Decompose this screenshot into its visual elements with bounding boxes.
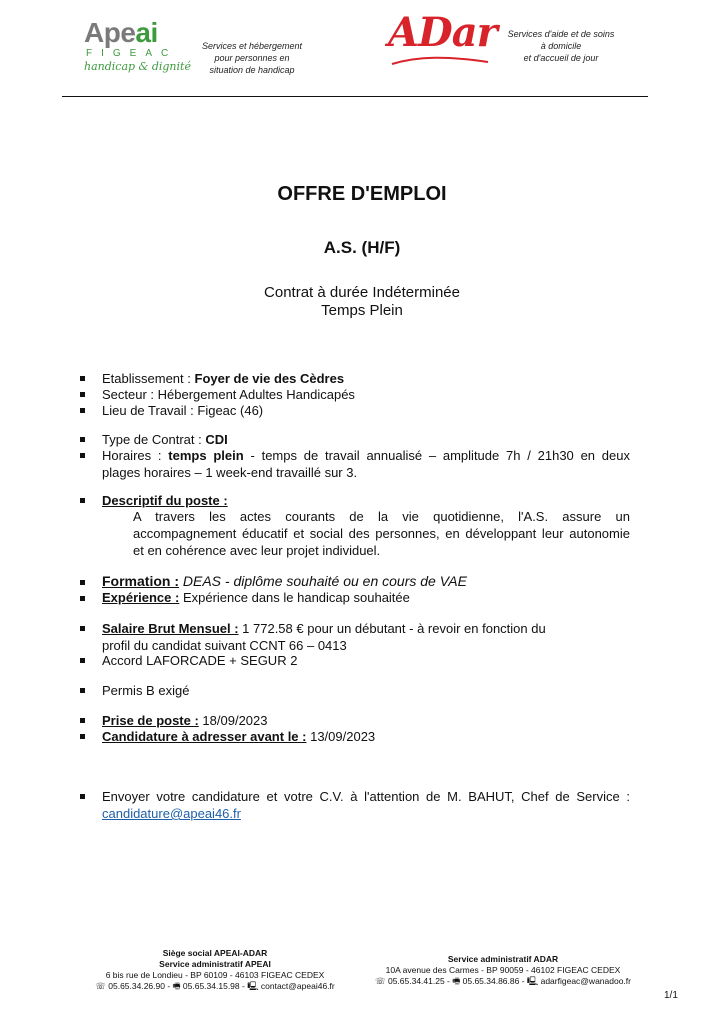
contract-line: Temps Plein bbox=[321, 302, 403, 319]
apeai-desc-line: Services et hébergement bbox=[201, 41, 303, 51]
salaire-value: 1 772.58 € pour un débutant - à revoir en fonction du bbox=[238, 621, 546, 636]
adar-swoosh-icon bbox=[388, 54, 498, 70]
apeai-description bbox=[198, 40, 306, 76]
bullet-icon bbox=[80, 718, 85, 723]
apeai-logo bbox=[84, 18, 194, 86]
header-divider bbox=[62, 96, 648, 97]
permis-line: Permis B exigé bbox=[102, 683, 190, 698]
bullet-icon bbox=[80, 392, 85, 397]
bullet-icon bbox=[80, 734, 85, 739]
bullet-icon bbox=[80, 580, 85, 585]
footer-right bbox=[368, 954, 638, 987]
descriptif-line: A travers les actes courants de la vie quotidienne, l'A.S. assure un bbox=[133, 509, 630, 524]
etablissement-line bbox=[102, 370, 630, 387]
page-number: 1/1 bbox=[664, 990, 678, 1001]
apeai-logo-city: FIGEAC bbox=[86, 48, 178, 59]
lieu-line: Lieu de Travail : Figeac (46) bbox=[102, 403, 264, 418]
adar-desc-line: à domicile bbox=[540, 41, 582, 51]
adar-logo-text: ADar bbox=[388, 9, 497, 56]
prise-label: Prise de poste : bbox=[102, 713, 199, 728]
secteur-line: Secteur : Hébergement Adultes Handicapés bbox=[102, 387, 355, 402]
bullet-icon bbox=[80, 658, 85, 663]
horaires-line bbox=[102, 447, 630, 481]
contract-line: Contrat à durée Indéterminée bbox=[264, 284, 460, 301]
salaire-line2: profil du candidat suivant CCNT 66 – 0413 bbox=[102, 638, 347, 653]
descriptif-label bbox=[102, 492, 630, 509]
footer-right-address: 10A avenue des Carmes - BP 90059 - 46102 FIGEAC CEDEX bbox=[385, 965, 621, 975]
bullet-icon bbox=[80, 688, 85, 693]
adar-desc-line: Services d'aide et de soins bbox=[507, 29, 615, 39]
formation-value: DEAS - diplôme souhaité ou en cours de VAE bbox=[179, 573, 467, 589]
descriptif-line: accompagnement éducatif et social des personnes, en développant leur autonomie bbox=[133, 526, 630, 541]
bullet-icon bbox=[80, 453, 85, 458]
apeai-logo-main: Ape bbox=[84, 17, 136, 48]
descriptif-line: et en cohérence avec leur projet individuel. bbox=[133, 543, 381, 558]
candidature-line bbox=[102, 728, 630, 745]
footer-left bbox=[80, 948, 350, 992]
formation-label: Formation : bbox=[102, 573, 179, 589]
footer-left-title: Siège social APEAI-ADAR bbox=[162, 948, 268, 958]
experience-value: Expérience dans le handicap souhaitée bbox=[179, 590, 410, 605]
candidature-label: Candidature à adresser avant le : bbox=[102, 729, 307, 744]
descriptif-text bbox=[133, 508, 630, 559]
adar-desc-line: et d'accueil de jour bbox=[523, 53, 599, 63]
page-title: OFFRE D'EMPLOI bbox=[277, 183, 447, 205]
email-link[interactable]: candidature@apeai46.fr bbox=[102, 806, 241, 821]
type-contrat-line bbox=[102, 431, 630, 448]
salaire-line bbox=[102, 620, 592, 654]
formation-line bbox=[102, 573, 630, 590]
apeai-desc-line: situation de handicap bbox=[209, 65, 295, 75]
footer-right-title: Service administratif ADAR bbox=[447, 954, 559, 964]
bullet-icon bbox=[80, 408, 85, 413]
prise-de-poste-line bbox=[102, 712, 630, 729]
footer-left-address: 6 bis rue de Londieu - BP 60109 - 46103 FIGEAC CEDEX bbox=[105, 970, 325, 980]
bullet-icon bbox=[80, 376, 85, 381]
apeai-desc-line: pour personnes en bbox=[214, 53, 290, 63]
experience-label: Expérience : bbox=[102, 590, 180, 605]
salaire-label: Salaire Brut Mensuel : bbox=[102, 621, 239, 636]
accord-line: Accord LAFORCADE + SEGUR 2 bbox=[102, 653, 298, 668]
envoyer-line bbox=[102, 788, 630, 822]
type-contrat-label: Type de Contrat : bbox=[102, 432, 206, 447]
candidature-value: 13/09/2023 bbox=[306, 729, 376, 744]
descriptif-label-text: Descriptif du poste : bbox=[102, 493, 228, 508]
adar-logo bbox=[388, 8, 498, 72]
type-contrat-value: CDI bbox=[205, 432, 228, 447]
etablissement-label: Etablissement : bbox=[102, 371, 195, 386]
prise-value: 18/09/2023 bbox=[198, 713, 268, 728]
horaires-label: Horaires : bbox=[102, 448, 169, 463]
job-title: A.S. (H/F) bbox=[323, 238, 401, 257]
footer-right-contacts: ☏ 05.65.34.41.25 - 🖷 05.65.34.86.86 - 🖳 adarfigeac@wanadoo.fr bbox=[374, 976, 631, 986]
contract-type bbox=[0, 284, 724, 320]
bullet-icon bbox=[80, 596, 85, 601]
bullet-icon bbox=[80, 626, 85, 631]
apeai-logo-accent: ai bbox=[135, 17, 158, 48]
horaires-line2: plages horaires – 1 week-end travaillé sur 3. bbox=[102, 465, 358, 480]
horaires-bold: temps plein bbox=[168, 448, 244, 463]
experience-line bbox=[102, 589, 630, 606]
bullet-icon bbox=[80, 794, 85, 799]
adar-description bbox=[506, 28, 616, 64]
bullet-icon bbox=[80, 498, 85, 503]
horaires-rest: - temps de travail annualisé – amplitude 7h / 21h30 en deux bbox=[243, 448, 630, 463]
footer-left-contacts: ☏ 05.65.34.26.90 - 🖷 05.65.34.15.98 - 🖳 contact@apeai46.fr bbox=[95, 981, 335, 991]
etablissement-value: Foyer de vie des Cèdres bbox=[194, 371, 345, 386]
footer-left-subtitle: Service administratif APEAI bbox=[159, 959, 271, 969]
bullet-icon bbox=[80, 437, 85, 442]
apeai-logo-tagline: handicap & dignité bbox=[84, 60, 191, 73]
envoyer-text: Envoyer votre candidature et votre C.V. à l'attention de M. BAHUT, Chef de Service : bbox=[102, 789, 630, 804]
